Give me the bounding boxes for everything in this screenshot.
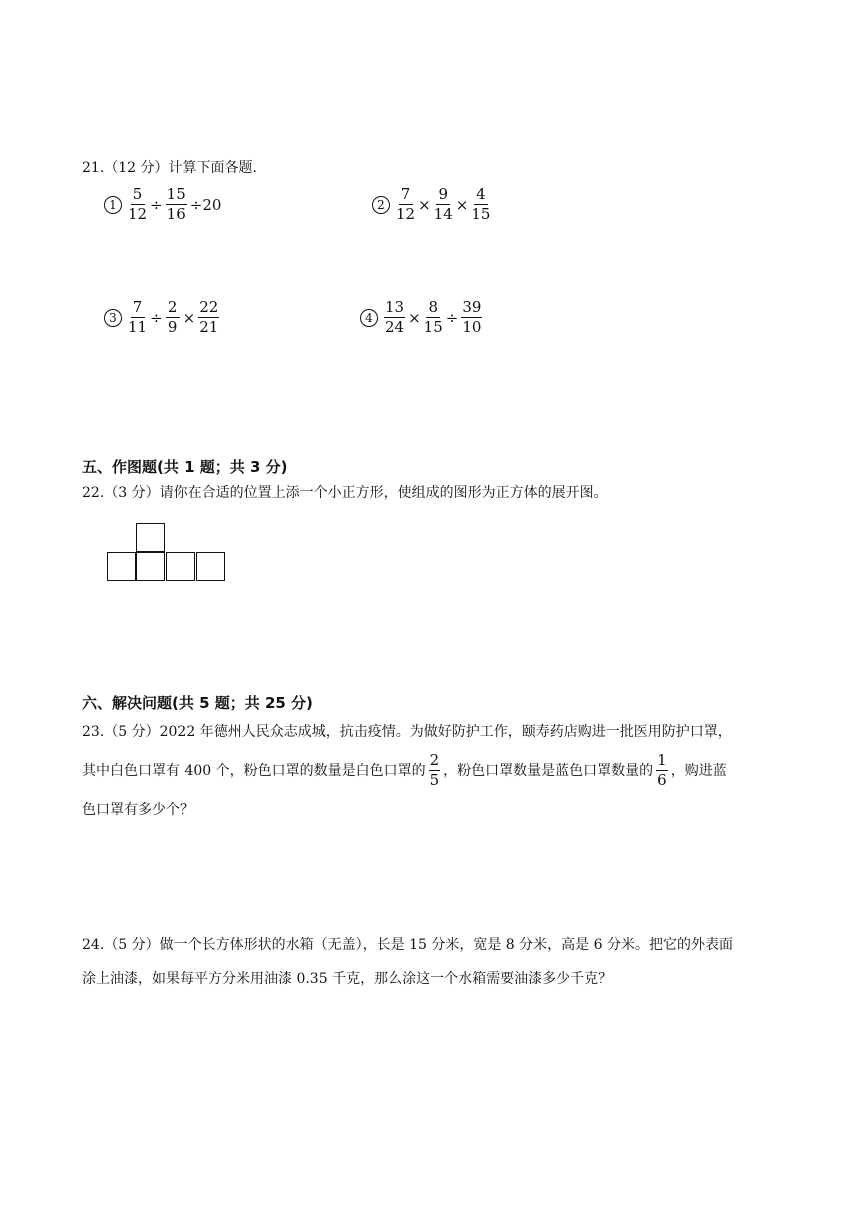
- q23-text: ，购进蓝: [670, 763, 727, 779]
- operator: ÷: [445, 308, 459, 327]
- operator: ÷: [150, 308, 163, 327]
- fraction: $\frac{1}{6}$: [657, 750, 667, 789]
- fraction: $\frac{9}{14}$: [433, 185, 453, 223]
- q23-line-1: 23.（5 分）2022 年德州人民众志成城，抗击疫情。为做好防护工作，颐寿药店购进一批医用防护口罩，: [82, 724, 732, 740]
- fraction: $\frac{4}{15}$: [471, 185, 491, 223]
- q21-item-4: [360, 300, 484, 335]
- fraction: $\frac{39}{10}$: [462, 298, 482, 336]
- q23-line-2: [82, 748, 800, 792]
- fraction: $\frac{5}{12}$: [128, 185, 148, 223]
- q21-header: 21.（12 分）计算下面各题.: [82, 160, 257, 176]
- circled-number: 1: [104, 196, 122, 214]
- q24: [82, 927, 800, 995]
- q24-line-2: 涂上油漆，如果每平方分米用油漆 0.35 千克，那么涂这一个水箱需要油漆多少千克？: [82, 971, 613, 987]
- q22-text: 22.（3 分）请你在合适的位置上添一个小正方形，使组成的图形为正方体的展开图。: [82, 485, 608, 501]
- fraction: $\frac{8}{15}$: [423, 298, 443, 336]
- fraction: $\frac{2}{9}$: [166, 300, 180, 335]
- operator: ×: [418, 195, 431, 214]
- q21-item-1: [104, 187, 222, 222]
- fraction: $\frac{15}{16}$: [166, 185, 186, 223]
- fraction: $\frac{7}{12}$: [396, 185, 416, 223]
- q24-line-1: 24.（5 分）做一个长方体形状的水箱（无盖），长是 15 分米，宽是 8 分米，高是 6 分米。把它的外表面: [82, 937, 733, 953]
- circled-number: 2: [372, 196, 390, 214]
- operator: ×: [408, 308, 421, 327]
- net-square: [107, 552, 136, 581]
- section-6-title: 六、解决问题(共 5 题；共 25 分): [82, 694, 313, 712]
- q21-item-2: [372, 187, 492, 222]
- operator: ×: [455, 195, 469, 214]
- operator: ×: [182, 308, 196, 327]
- operator: ÷: [150, 195, 163, 214]
- section-5-title: 五、作图题(共 1 题；共 3 分): [82, 458, 288, 476]
- fraction: $\frac{7}{11}$: [128, 298, 148, 336]
- fraction: $\frac{2}{5}$: [429, 750, 440, 789]
- fraction: $\frac{13}{24}$: [385, 298, 405, 336]
- q23-text: 其中白色口罩有 400 个，粉色口罩的数量是白色口罩的: [82, 763, 426, 779]
- circled-number: 4: [360, 309, 378, 327]
- q23-text: ，粉色口罩数量是蓝色口罩数量的: [443, 763, 654, 779]
- operator: ÷20: [189, 195, 222, 214]
- q23: [82, 714, 800, 826]
- net-square: [136, 523, 165, 552]
- fraction: $\frac{22}{21}$: [199, 298, 219, 336]
- net-square: [136, 552, 165, 581]
- net-square: [166, 552, 195, 581]
- circled-number: 3: [104, 309, 122, 327]
- q23-line-3: 色口罩有多少个？: [82, 802, 194, 818]
- q21-item-3: [104, 300, 221, 335]
- net-square: [196, 552, 225, 581]
